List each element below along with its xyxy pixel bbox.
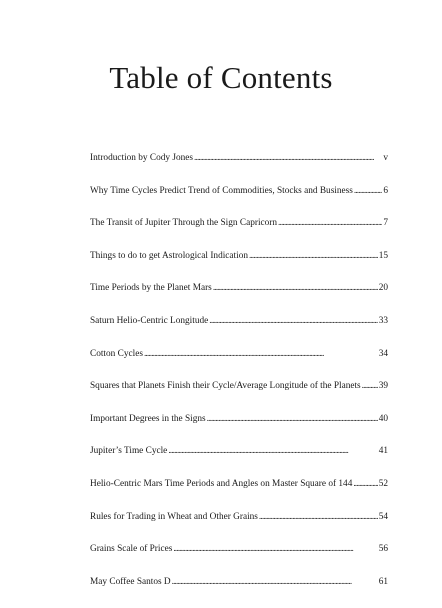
toc-entry-page: 39 bbox=[378, 381, 388, 392]
toc-entry bbox=[90, 478, 388, 511]
dot-leader bbox=[354, 185, 382, 197]
dot-leader bbox=[249, 250, 378, 262]
toc-entry-page: 54 bbox=[378, 511, 388, 522]
page-title: Table of Contents bbox=[109, 60, 333, 95]
toc-entry-page: 33 bbox=[378, 315, 388, 326]
toc-entry-title: Why Time Cycles Predict Trend of Commodities, Stocks and Business bbox=[90, 185, 353, 196]
toc-entry-page: 41 bbox=[378, 446, 388, 457]
toc-entry-title: Squares that Planets Finish their Cycle/Average Longitude of the Planets bbox=[90, 381, 361, 392]
dot-leader bbox=[168, 445, 377, 457]
toc-entry-title: Things to do to get Astrological Indication bbox=[90, 250, 249, 261]
toc-entry bbox=[90, 282, 388, 315]
toc-entry-title: Important Degrees in the Signs bbox=[90, 413, 206, 424]
toc-entry bbox=[90, 413, 388, 446]
toc-entry-title: Time Periods by the Planet Mars bbox=[90, 283, 212, 294]
toc-entry-title: Introduction by Cody Jones bbox=[90, 153, 194, 163]
toc-entry bbox=[90, 348, 388, 381]
toc-entry-title: The Transit of Jupiter Through the Sign Capricorn bbox=[90, 218, 278, 229]
toc-entry-page: 20 bbox=[378, 283, 388, 294]
table-of-contents bbox=[90, 152, 388, 608]
toc-entry bbox=[90, 250, 388, 283]
toc-entry-page: 7 bbox=[383, 218, 388, 229]
toc-entry bbox=[90, 185, 388, 218]
toc-entry bbox=[90, 217, 388, 250]
toc-entry-page: v bbox=[383, 153, 388, 163]
toc-entry-title: Rules for Trading in Wheat and Other Grains bbox=[90, 511, 258, 522]
toc-entry-page: 56 bbox=[378, 544, 388, 555]
dot-leader bbox=[144, 348, 378, 360]
toc-entry-title: Cotton Cycles bbox=[90, 348, 143, 359]
toc-entry bbox=[90, 576, 388, 608]
toc-entry bbox=[90, 445, 388, 478]
toc-entry-title: Grains Scale of Prices bbox=[90, 544, 173, 555]
dot-leader bbox=[173, 543, 377, 555]
dot-leader bbox=[207, 413, 378, 425]
toc-entry-title: Saturn Helio-Centric Longitude bbox=[90, 315, 209, 326]
dot-leader bbox=[362, 380, 378, 392]
dot-leader bbox=[278, 217, 382, 229]
toc-entry-title: May Coffee Santos D bbox=[90, 576, 171, 587]
dot-leader bbox=[259, 511, 378, 523]
toc-entry-page: 34 bbox=[378, 348, 388, 359]
dot-leader bbox=[194, 152, 382, 164]
toc-entry-page: 15 bbox=[378, 250, 388, 261]
toc-entry bbox=[90, 543, 388, 576]
toc-entry bbox=[90, 380, 388, 413]
toc-entry-page: 61 bbox=[378, 576, 388, 587]
toc-entry-title: Helio-Centric Mars Time Periods and Angles on Master Square of 144 bbox=[90, 478, 353, 489]
toc-entry-title: Jupiter’s Time Cycle bbox=[90, 446, 168, 457]
toc-entry bbox=[90, 152, 388, 185]
toc-entry-page: 6 bbox=[383, 185, 388, 196]
dot-leader bbox=[213, 282, 378, 294]
dot-leader bbox=[172, 576, 378, 588]
dot-leader bbox=[353, 478, 377, 490]
toc-entry bbox=[90, 315, 388, 348]
toc-entry bbox=[90, 511, 388, 544]
dot-leader bbox=[209, 315, 377, 327]
toc-entry-page: 52 bbox=[378, 478, 388, 489]
toc-entry-page: 40 bbox=[378, 413, 388, 424]
